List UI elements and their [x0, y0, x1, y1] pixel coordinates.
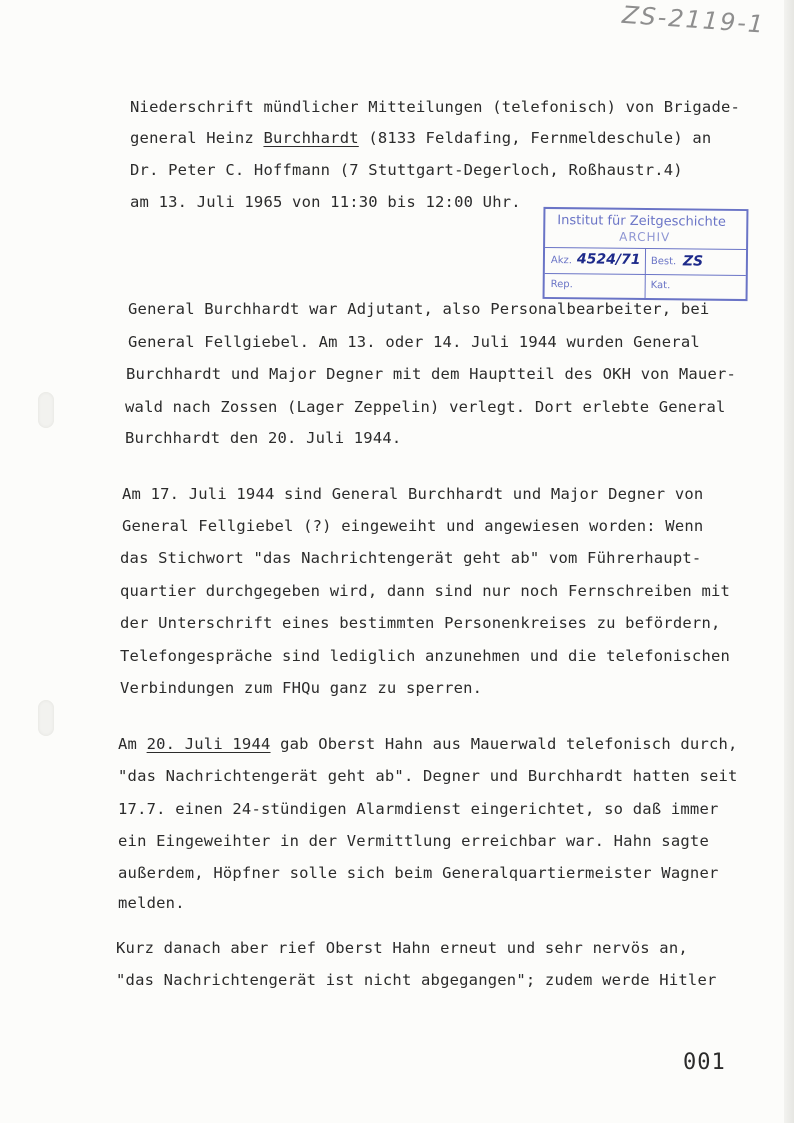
underlined-date: 20. Juli 1944	[146, 735, 271, 753]
p1-line: wald nach Zossen (Lager Zeppelin) verlegt. Dort erlebte General	[125, 398, 726, 416]
p3-text: Am	[118, 735, 147, 753]
p2-line: Telefongespräche sind lediglich anzunehmen und die telefonischen	[120, 647, 731, 665]
p3-line: melden.	[118, 894, 185, 912]
p4-line: Kurz danach aber rief Oberst Hahn erneut und sehr nervös an,	[116, 939, 688, 957]
p2-line: das Stichwort "das Nachrichtengerät geht ab" vom Führerhaupt-	[120, 549, 702, 567]
stamp-subtitle: ARCHIV	[619, 229, 671, 245]
p2-line: quartier durchgegeben wird, dann sind nur noch Fernschreiben mit	[120, 582, 731, 600]
stamp-akz-label: Akz.	[550, 255, 573, 267]
page-number: 001	[683, 1050, 726, 1075]
p3-line: außerdem, Höpfner solle sich beim Generalquartiermeister Wagner	[118, 864, 719, 882]
stamp-title: Institut für Zeitgeschichte	[557, 213, 726, 230]
punch-hole	[38, 700, 54, 736]
archive-stamp	[543, 207, 749, 301]
header-text: general Heinz	[130, 129, 264, 147]
underlined-name: Burchhardt	[263, 129, 359, 147]
stamp-rep-label: Rep.	[550, 279, 573, 291]
stamp-kat-label: Kat.	[650, 280, 671, 292]
p3-text: gab Oberst Hahn aus Mauerwald telefonisch durch,	[270, 735, 738, 753]
p3-line: ein Eingeweihter in der Vermittlung erreichbar war. Hahn sagte	[118, 832, 709, 850]
punch-hole	[38, 392, 54, 428]
p1-line: General Fellgiebel. Am 13. oder 14. Juli 1944 wurden General	[128, 333, 700, 351]
page-edge	[784, 0, 794, 1123]
header-line-2	[130, 129, 711, 147]
p2-line: Am 17. Juli 1944 sind General Burchhardt und Major Degner von	[122, 485, 704, 503]
stamp-best-label: Best.	[650, 256, 677, 268]
header-line-3: Dr. Peter C. Hoffmann (7 Stuttgart-Degerloch, Roßhaustr.4)	[130, 161, 683, 179]
p2-line: Verbindungen zum FHQu ganz zu sperren.	[120, 679, 483, 697]
header-line-1: Niederschrift mündlicher Mitteilungen (telefonisch) von Brigade-	[130, 98, 741, 116]
stamp-akz-value: 4524/71	[576, 251, 641, 268]
p1-line: General Burchhardt war Adjutant, also Personalbearbeiter, bei	[128, 300, 710, 318]
p4-line: "das Nachrichtengerät ist nicht abgegangen"; zudem werde Hitler	[116, 971, 717, 989]
header-text: (8133 Feldafing, Fernmeldeschule) an	[358, 129, 712, 147]
p2-line: der Unterschrift eines bestimmten Personenkreises zu befördern,	[120, 614, 721, 632]
stamp-best-value: ZS	[682, 253, 704, 270]
p3-line-1	[118, 735, 738, 753]
p1-line: Burchhardt den 20. Juli 1944.	[125, 429, 402, 447]
archive-reference: ZS-2119-1	[621, 0, 767, 39]
p3-line: "das Nachrichtengerät geht ab". Degner und Burchhardt hatten seit	[118, 767, 738, 785]
p1-line: Burchhardt und Major Degner mit dem Hauptteil des OKH von Mauer-	[126, 365, 737, 383]
p2-line: General Fellgiebel (?) eingeweiht und angewiesen worden: Wenn	[122, 517, 704, 535]
header-line-4: am 13. Juli 1965 von 11:30 bis 12:00 Uhr.	[130, 193, 521, 211]
p3-line: 17.7. einen 24-stündigen Alarmdienst eingerichtet, so daß immer	[118, 800, 719, 818]
